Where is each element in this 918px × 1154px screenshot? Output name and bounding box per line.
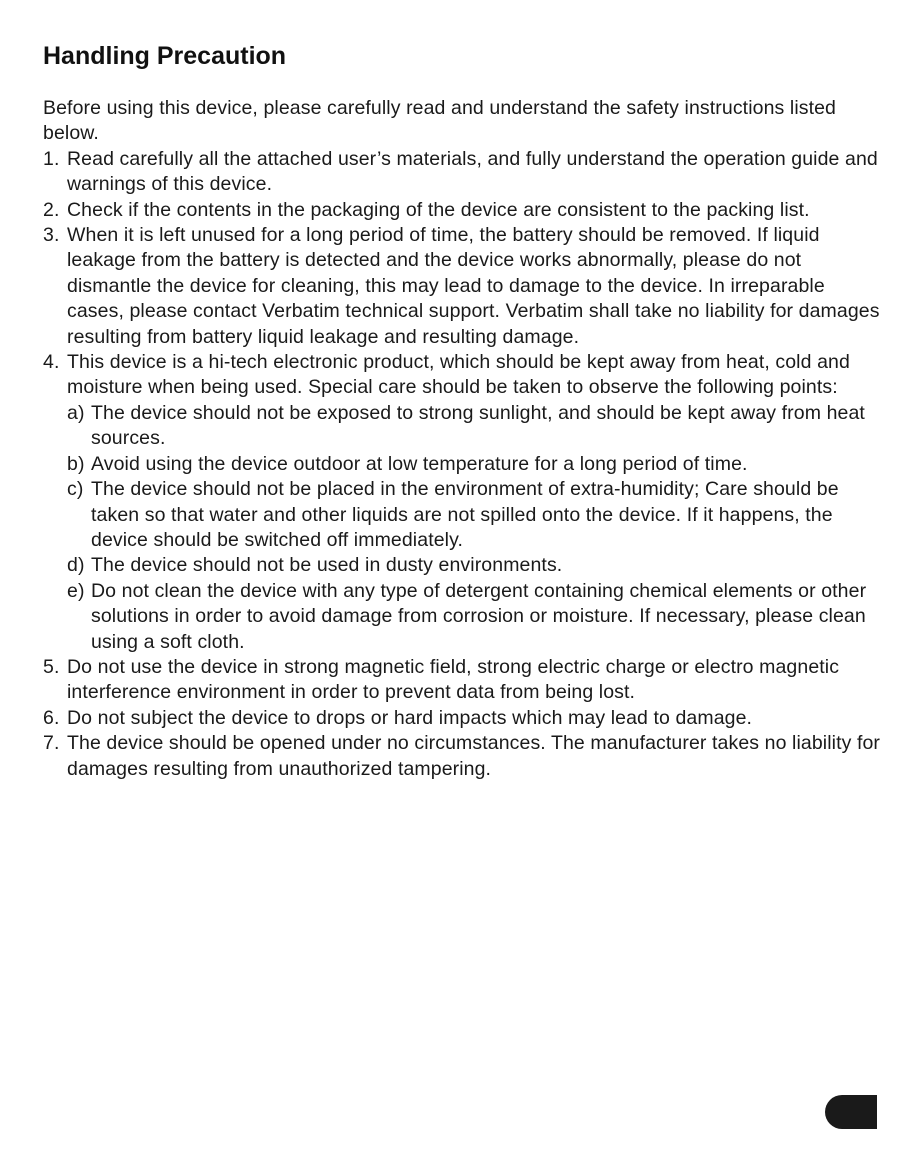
sub-list: [67, 401, 883, 655]
item-text: The device should be opened under no circumstances. The manufacturer takes no liability for damages resulting from unauthorized tampering.: [67, 732, 881, 780]
sub-item-text: The device should not be exposed to strong sunlight, and should be kept away from heat sources.: [91, 401, 865, 450]
list-item: [43, 198, 883, 223]
document-page: [43, 40, 883, 782]
list-item: [43, 706, 883, 731]
item-text: When it is left unused for a long period of time, the battery should be removed. If liquid leakage from the battery is detected and the device works abnormally, please do not dismantle the device for cleaning, this may lead to damage to the device. In irreparable cases, please contact Verbatim technical support. Verbatim shall take no liability for damages resulting from battery liquid leakage and resulting damage.: [67, 224, 880, 348]
item-number: 7.: [43, 732, 60, 755]
sub-item-letter: d): [67, 554, 85, 577]
page-title: Handling Precaution: [43, 42, 287, 70]
sub-item-letter: b): [67, 452, 85, 475]
item-text: Read carefully all the attached user’s materials, and fully understand the operation guide and warnings of this device.: [67, 147, 878, 196]
document-body: [43, 96, 883, 782]
item-number: 6.: [43, 706, 60, 729]
sub-item-text: The device should not be used in dusty environments.: [91, 554, 563, 577]
sub-item-letter: a): [67, 401, 85, 424]
item-number: 5.: [43, 655, 60, 678]
item-text: Do not use the device in strong magnetic field, strong electric charge or electro magnetic interference environment in order to prevent data from being lost.: [67, 655, 840, 704]
item-number: 2.: [43, 198, 60, 221]
item-number: 3.: [43, 224, 60, 247]
sub-item-text: Avoid using the device outdoor at low temperature for a long period of time.: [91, 452, 748, 475]
list-item: [43, 147, 883, 198]
sub-item-text: The device should not be placed in the environment of extra-humidity; Care should be taken so that water and other liquids are not spilled onto the device. If it happens, the device should be switched off immediately.: [91, 478, 839, 551]
page-edge-tab: [825, 1095, 877, 1129]
list-item: [43, 350, 883, 655]
sub-list-item: [67, 401, 883, 452]
sub-list-item: [67, 477, 883, 553]
item-number: 1.: [43, 147, 60, 170]
precaution-list: [43, 147, 883, 782]
sub-list-item: [67, 452, 883, 477]
sub-item-letter: c): [67, 478, 84, 501]
list-item: [43, 731, 883, 782]
item-text: This device is a hi-tech electronic product, which should be kept away from heat, cold and moisture when being used. Special care should be taken to observe the following points:: [67, 351, 850, 399]
sub-list-item: [67, 579, 883, 655]
intro-paragraph: Before using this device, please carefully read and understand the safety instructions listed below.: [43, 97, 837, 145]
item-text: Check if the contents in the packaging of the device are consistent to the packing list.: [67, 198, 810, 221]
item-text: Do not subject the device to drops or hard impacts which may lead to damage.: [67, 706, 753, 729]
sub-list-item: [67, 553, 883, 578]
list-item: [43, 223, 883, 350]
list-item: [43, 655, 883, 706]
sub-item-text: Do not clean the device with any type of detergent containing chemical elements or other solutions in order to avoid damage from corrosion or moisture. If necessary, please clean using a soft cloth.: [91, 579, 867, 653]
item-number: 4.: [43, 351, 60, 374]
sub-item-letter: e): [67, 579, 85, 602]
